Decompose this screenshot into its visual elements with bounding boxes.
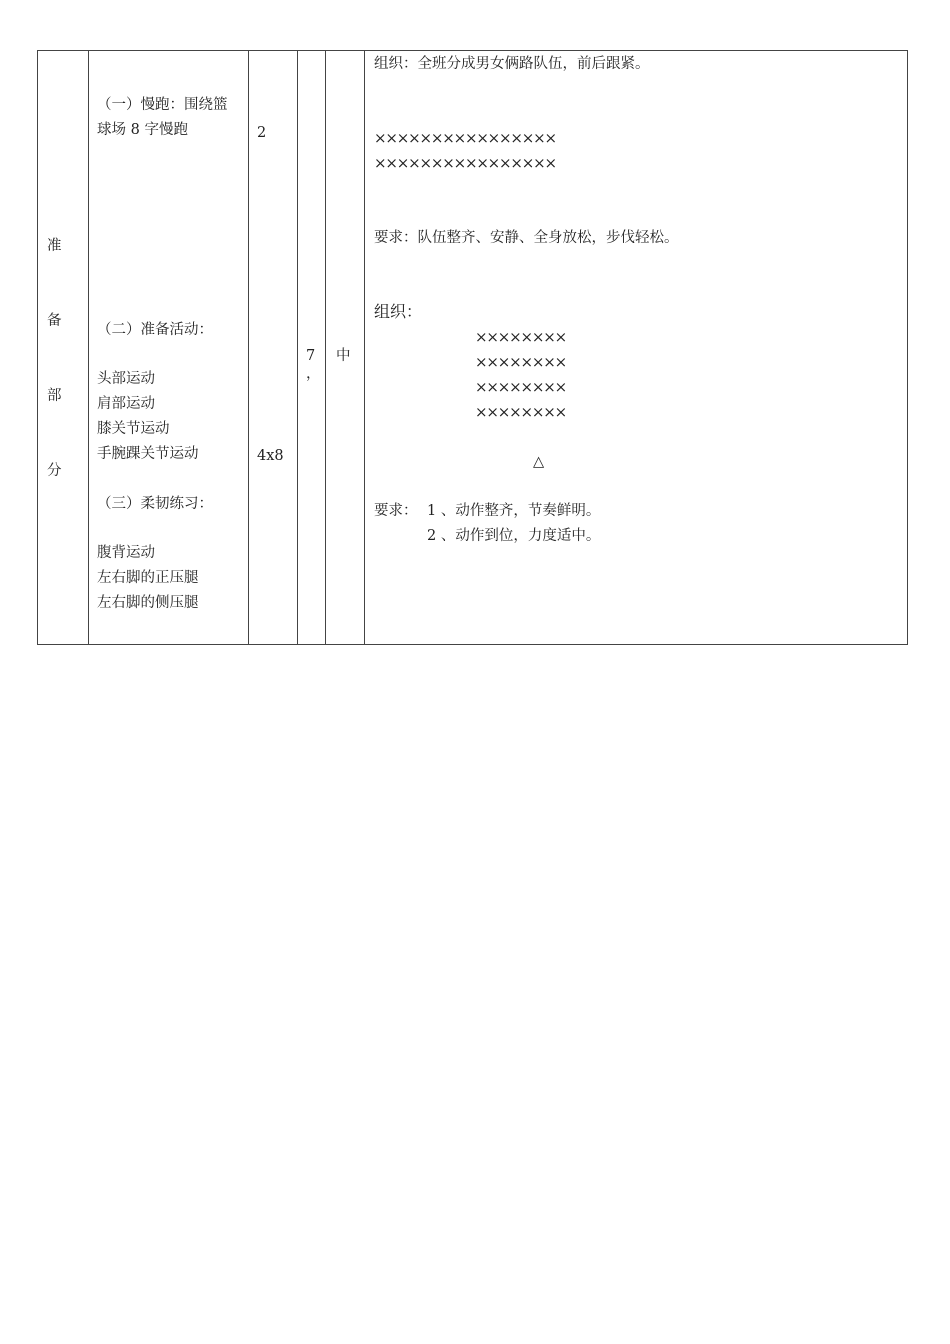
section-char: 分 (47, 463, 62, 479)
lesson-plan-table (37, 50, 908, 645)
section-char: 备 (47, 313, 62, 329)
flex-item: 腹背运动 (97, 545, 155, 561)
warmup-item: 肩部运动 (97, 396, 155, 412)
intensity-value: 中 (336, 348, 351, 364)
section-char: 部 (47, 388, 62, 404)
requirement-text-1: 要求：队伍整齐、安静、全身放松，步伐轻松。 (374, 230, 679, 246)
duration-unit: ， (306, 366, 321, 382)
formation-row: ×××××××× (475, 328, 566, 346)
flex-title: （三）柔韧练习： (97, 496, 213, 512)
organization-column (365, 51, 909, 644)
flex-item: 左右脚的正压腿 (97, 570, 199, 586)
jog-reps: 2 (257, 125, 267, 141)
formation-row: ×××××××× (475, 353, 566, 371)
content-column (89, 51, 249, 644)
teacher-marker: △ (533, 454, 545, 470)
section-char: 准 (47, 238, 62, 254)
organization-text-2: 组织： (374, 302, 423, 321)
formation-row: ×××××××××××××××× (374, 129, 556, 147)
organization-text-1: 组织：全班分成男女俩路队伍，前后跟紧。 (374, 56, 650, 72)
formation-row: ×××××××× (475, 378, 566, 396)
formation-row: ×××××××××××××××× (374, 154, 556, 172)
intensity-column (326, 51, 365, 644)
requirement-label-2: 要求： (374, 503, 418, 519)
reps-column (249, 51, 298, 644)
warmup-item: 膝关节运动 (97, 421, 170, 437)
warmup-reps: 4x8 (257, 448, 284, 464)
duration-column (298, 51, 326, 644)
flex-item: 左右脚的侧压腿 (97, 595, 199, 611)
jog-title: （一）慢跑：围绕篮 (97, 97, 228, 113)
requirement-item: 2 、动作到位，力度适中。 (427, 528, 601, 544)
section-column (38, 51, 89, 644)
warmup-item: 头部运动 (97, 371, 155, 387)
warmup-item: 手腕踝关节运动 (97, 446, 199, 462)
requirement-item: 1 、动作整齐，节奏鲜明。 (427, 503, 601, 519)
duration-value: 7 (306, 348, 316, 364)
formation-row: ×××××××× (475, 403, 566, 421)
warmup-title: （二）准备活动： (97, 322, 213, 338)
jog-title-cont: 球场 8 字慢跑 (97, 122, 188, 138)
